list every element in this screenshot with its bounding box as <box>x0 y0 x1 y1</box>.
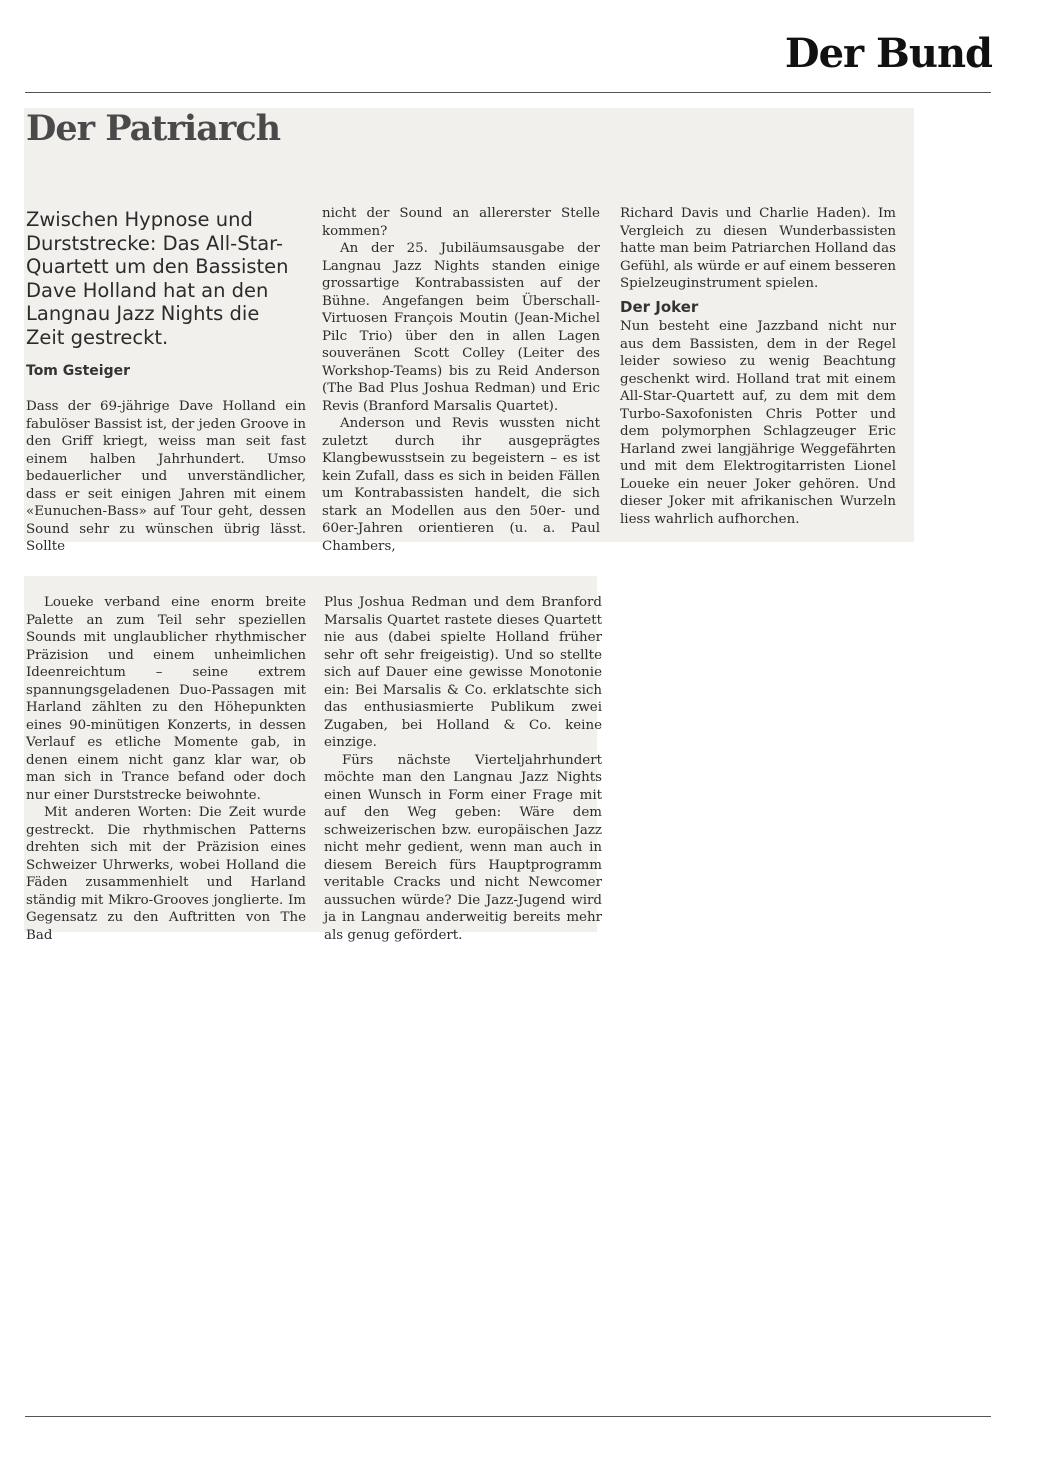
paragraph: Dass der 69-jährige Dave Holland ein fabulöser Bassist ist, der jeden Groove in den Griff kriegt, weiss man seit fast einem halben Jahrhundert. Umso bedauerlicher und unverständlicher, dass er seit einigen Jahren mit einem «Eunuchen-Bass» auf Tour geht, dessen Sound sehr zu wünschen übrig lässt. Sollte <box>26 399 306 554</box>
column-5 <box>324 594 602 944</box>
article-author: Tom Gsteiger <box>26 363 131 379</box>
paragraph: An der 25. Jubiläumsausgabe der Langnau Jazz Nights standen einige grossartige Kontrabassisten auf der Bühne. Angefangen beim Überschall-Virtuosen François Moutin (Jean-Michel Pilc Trio) über den in allen Lagen souveränen Scott Colley (Leiter des Workshop-Teams) bis zu Reid Anderson (The Bad Plus Joshua Redman) und Eric Revis (Branford Marsalis Quartet). <box>322 241 600 414</box>
paragraph: Loueke verband eine enorm breite Palette an zum Teil sehr speziellen Sounds mit unglaublicher rhythmischer Präzision und einem unheimlichen Ideenreichtum – seine extrem spannungsgeladenen Duo-Passagen mit Harland zählten zu den Höhepunkten eines 90-minütigen Konzerts, in dessen Verlauf es etliche Momente gab, in denen einem nicht ganz klar war, ob man sich in Trance befand oder doch nur einer Durststrecke beiwohnte. <box>26 595 306 803</box>
article-clipping-top <box>24 108 914 554</box>
paragraph: Mit anderen Worten: Die Zeit wurde gestreckt. Die rhythmischen Patterns drehten sich mit der Präzision eines Schweizer Uhrwerks, wobei Holland die Fäden zusammenhielt und Harland ständig mit Mikro-Grooves jonglierte. Im Gegensatz zu den Auftritten von The Bad <box>26 805 306 943</box>
column-1 <box>26 398 306 556</box>
column-2 <box>322 205 600 555</box>
paragraph: Nun besteht eine Jazzband nicht nur aus dem Bassisten, dem in der Regel leider sowieso zu wenig Beachtung geschenkt wird. Holland trat mit einem All-Star-Quartett auf, zu dem mit dem Turbo-Saxofonisten Chris Potter und dem polymorphen Schlagzeuger Eric Harland zwei langjährige Weggefährten und mit dem Elektrogitarristen Lionel Loueke ein neuer Joker gehören. Und dieser Joker mit afrikanischen Wurzeln liess wahrlich aufhorchen. <box>620 319 896 527</box>
subheading: Der Joker <box>620 297 699 316</box>
column-4 <box>26 594 306 944</box>
paragraph: Anderson und Revis wussten nicht zuletzt durch ihr ausgeprägtes Klangbewusstsein zu begeistern – es ist kein Zufall, dass es sich in beiden Fällen um Kontrabassisten handelt, die sich stark an Modellen aus den 50er- und 60er-Jahren orientieren (u. a. Paul Chambers, <box>322 416 600 554</box>
top-divider <box>25 92 991 93</box>
bottom-divider <box>25 1416 991 1417</box>
column-3 <box>620 205 896 528</box>
paragraph: nicht der Sound an allererster Stelle kommen? <box>322 206 600 239</box>
article-clipping-bottom <box>24 576 602 943</box>
article-headline: Der Patriarch <box>26 108 281 149</box>
masthead-logo: Der Bund <box>784 30 992 77</box>
paragraph: Richard Davis und Charlie Haden). Im Vergleich zu diesen Wunderbassisten hatte man beim Patriarchen Holland das Gefühl, als würde er auf einem besseren Spielzeuginstrument spielen. <box>620 206 896 291</box>
paragraph: Plus Joshua Redman und dem Branford Marsalis Quartet rastete dieses Quartett nie aus (dabei spielte Holland früher sehr oft sehr freigeistig). Und so stellte sich auf Dauer eine gewisse Monotonie ein: Bei Marsalis & Co. erklatschte sich das enthusiasmierte Publikum zwei Zugaben, bei Holland & Co. keine einzige. <box>324 595 602 750</box>
article-lead: Zwischen Hypnose und Durststrecke: Das All-Star-Quartett um den Bassisten Dave Holland hat an den Langnau Jazz Nights die Zeit gestreckt. <box>26 208 289 349</box>
paragraph: Fürs nächste Vierteljahrhundert möchte man den Langnau Jazz Nights einen Wunsch in Form einer Frage mit auf den Weg geben: Wäre dem schweizerischen bzw. europäischen Jazz nicht mehr gedient, wenn man auch in diesem Bereich fürs Hauptprogramm veritable Cracks und nicht Newcomer aussuchen würde? Die Jazz-Jugend wird ja in Langnau anderweitig bereits mehr als genug gefördert. <box>324 752 602 943</box>
